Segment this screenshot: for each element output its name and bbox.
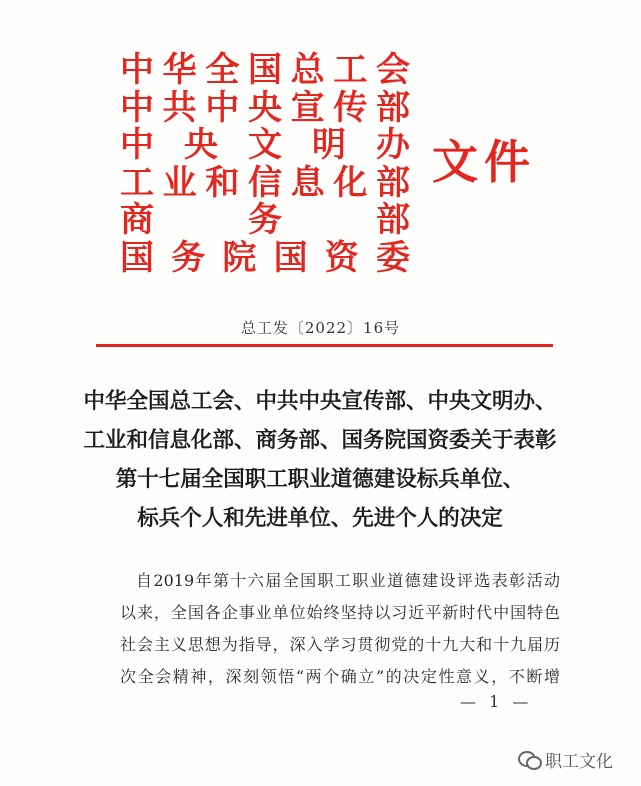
- red-divider: [96, 344, 553, 347]
- issuer-name: 中共中央宣传部: [120, 87, 410, 128]
- title-line: 中华全国总工会、中共中央宣传部、中央文明办、: [83, 389, 557, 414]
- title-line: 工业和信息化部、商务部、国务院国资委关于表彰: [83, 428, 557, 453]
- title-line: 标兵个人和先进单位、先进个人的决定: [137, 506, 503, 531]
- issuer-name: 中华全国总工会: [120, 50, 410, 90]
- body-line: 社会主义思想为指导，深入学习贯彻党的十九大和十九届历: [120, 635, 560, 654]
- issuer-list: [120, 52, 420, 277]
- issuer-name: 工业和信息化部: [120, 162, 410, 203]
- body-line: 以来，全国各企事业单位始终坚持以习近平新时代中国特色: [120, 603, 560, 622]
- body-line: 自2019年第十六届全国职工职业道德建设评选表彰活动: [136, 571, 560, 590]
- document-number: 总工发〔2022〕16号: [240, 319, 401, 337]
- body-line: 次全会精神，深刻领悟“两个确立”的决定性意义，不断增: [120, 667, 560, 686]
- issuer-name: 中央文明办: [120, 125, 410, 165]
- issuer-name: 商务部: [120, 200, 410, 240]
- watermark-text: 职工文化: [545, 752, 613, 772]
- page-number: — 1 —: [460, 692, 533, 711]
- watermark: [518, 747, 613, 772]
- document-title: [80, 382, 560, 538]
- wechat-icon: [518, 751, 540, 769]
- doc-type-label: 文件: [432, 135, 536, 189]
- document-body: [120, 565, 560, 693]
- issuer-name: 国务院国资委: [120, 237, 410, 278]
- title-line: 第十七届全国职工职业道德建设标兵单位、: [115, 467, 525, 492]
